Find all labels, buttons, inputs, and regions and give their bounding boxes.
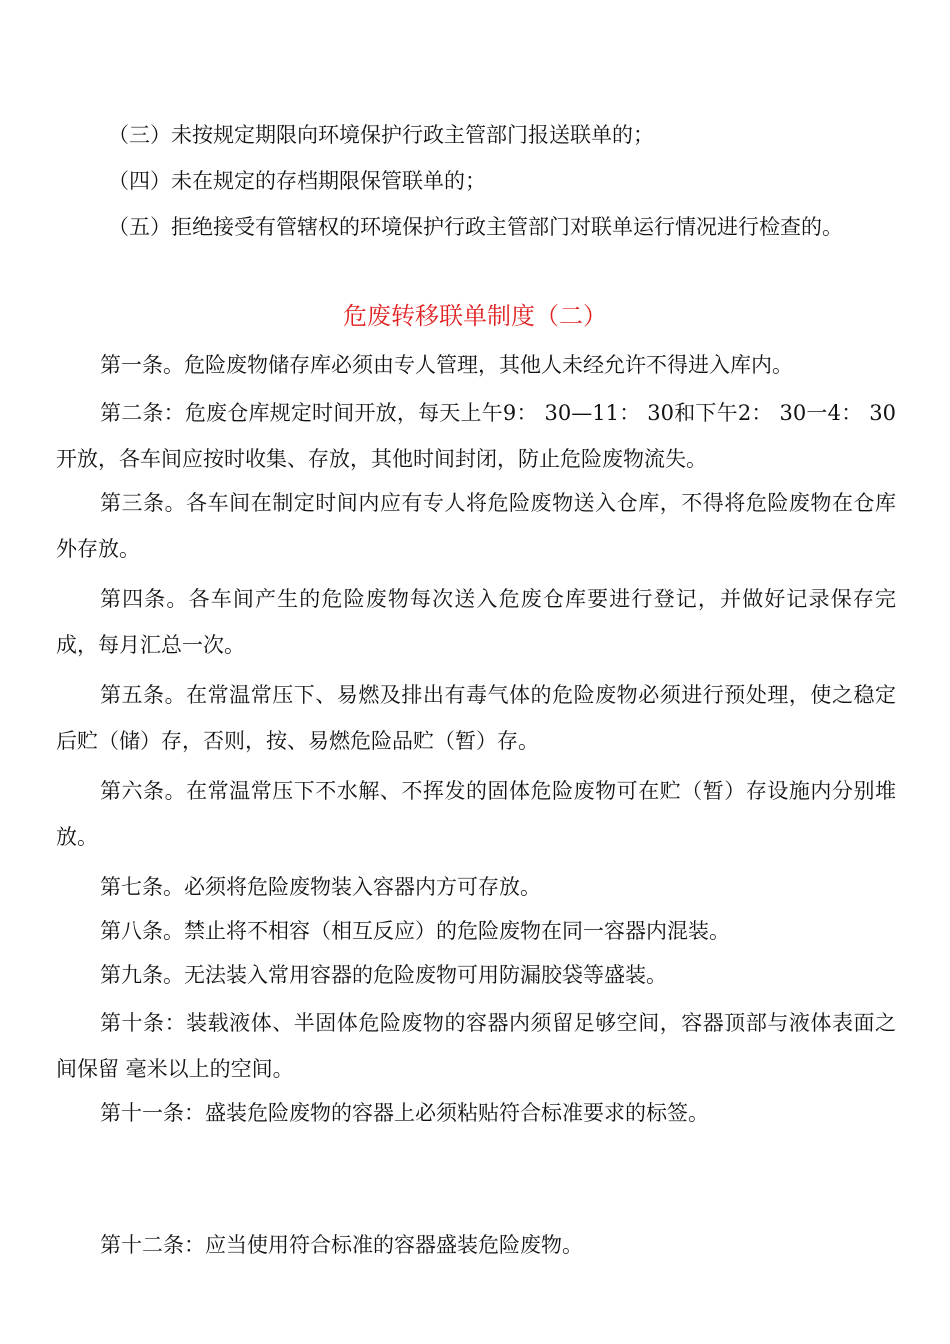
article-4: 第四条。各车间产生的危险废物每次送入危废仓库要进行登记，并做好记录保存完成，每月汇总一次。 bbox=[56, 587, 896, 657]
article-9: 第九条。无法装入常用容器的危险废物可用防漏胶袋等盛装。 bbox=[100, 963, 667, 987]
article-11: 第十一条：盛装危险废物的容器上必须粘贴符合标准要求的标签。 bbox=[100, 1101, 709, 1125]
article-10: 第十条：装载液体、半固体危险废物的容器内须留足够空间，容器顶部与液体表面之间保留 毫米以上的空间。 bbox=[56, 1011, 896, 1081]
list-item-4: （四）未在规定的存档期限保管联单的； bbox=[108, 169, 486, 193]
article-3: 第三条。各车间在制定时间内应有专人将危险废物送入仓库，不得将危险废物在仓库外存放。 bbox=[56, 491, 896, 561]
article-12: 第十二条：应当使用符合标准的容器盛装危险废物。 bbox=[100, 1233, 583, 1257]
article-5: 第五条。在常温常压下、易燃及排出有毒气体的危险废物必须进行预处理，使之稳定后贮（储）存，否则，按、易燃危险品贮（暂）存。 bbox=[56, 683, 896, 753]
article-6: 第六条。在常温常压下不水解、不挥发的固体危险废物可在贮（暂）存设施内分别堆放。 bbox=[56, 779, 896, 849]
article-2: 第二条：危废仓库规定时间开放，每天上午9： 30—11： 30和下午2： 30一4： 30开放，各车间应按时收集、存放，其他时间封闭，防止危险废物流失。 bbox=[56, 401, 896, 471]
list-item-3: （三）未按规定期限向环境保护行政主管部门报送联单的； bbox=[108, 123, 654, 147]
article-1: 第一条。危险废物储存库必须由专人管理，其他人未经允许不得进入库内。 bbox=[100, 353, 793, 377]
article-8: 第八条。禁止将不相容（相互反应）的危险废物在同一容器内混装。 bbox=[100, 919, 730, 943]
article-7: 第七条。必须将危险废物装入容器内方可存放。 bbox=[100, 875, 541, 899]
section-title: 危废转移联单制度（二） bbox=[343, 302, 607, 330]
list-item-5: （五）拒绝接受有管辖权的环境保护行政主管部门对联单运行情况进行检查的。 bbox=[108, 215, 843, 239]
